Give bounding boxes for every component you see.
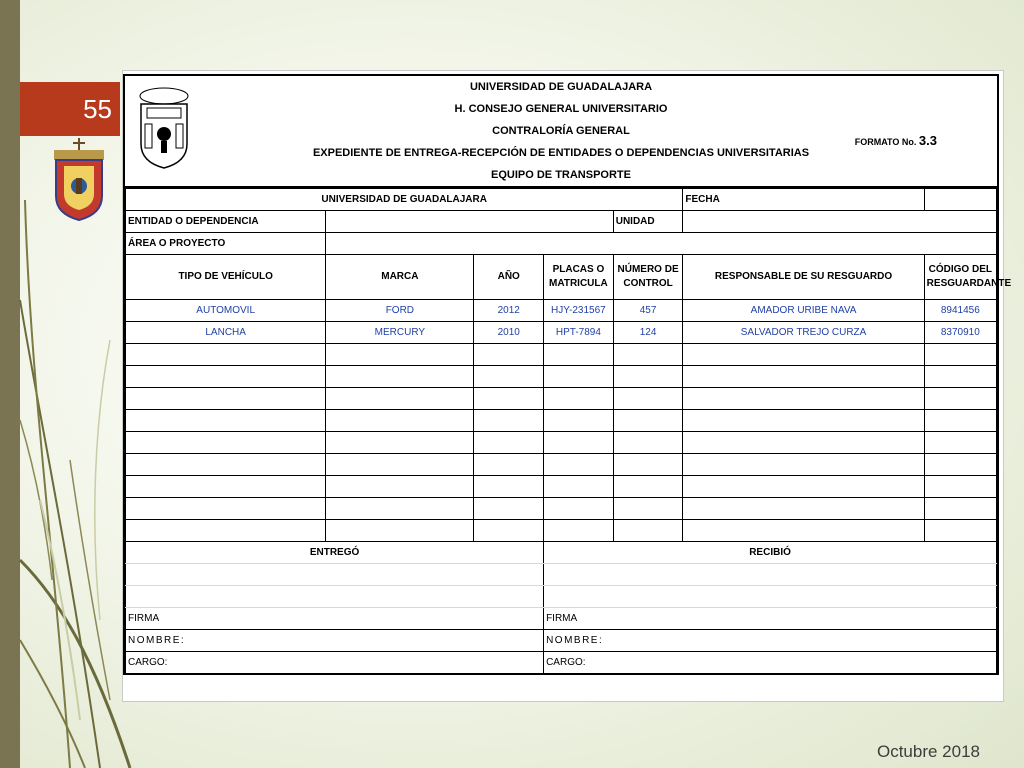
entrego-space[interactable]	[126, 586, 544, 608]
unidad-value[interactable]	[683, 211, 997, 233]
empty-row[interactable]	[126, 410, 997, 432]
cell-marca[interactable]: FORD	[326, 300, 474, 322]
formato-number	[855, 133, 937, 148]
university-seal-icon	[48, 136, 110, 222]
transport-form	[123, 74, 1012, 675]
empty-row[interactable]	[126, 476, 997, 498]
cell-control[interactable]: 124	[613, 322, 683, 344]
formato-value: 3.3	[918, 133, 937, 148]
cell-responsable[interactable]: AMADOR URIBE NAVA	[683, 300, 924, 322]
cell-placas[interactable]: HPT-7894	[544, 322, 614, 344]
col-header: RESPONSABLE DE SU RESGUARDO	[683, 255, 924, 300]
empty-row[interactable]	[126, 366, 997, 388]
entidad-label: ENTIDAD O DEPENDENCIA	[126, 211, 326, 233]
signature-section	[125, 542, 997, 673]
footer-date: Octubre 2018	[876, 742, 980, 761]
entrego-space[interactable]	[126, 564, 544, 586]
fecha-value[interactable]	[924, 189, 996, 211]
header-line-1: UNIVERSIDAD DE GUADALAJARA	[469, 81, 653, 93]
entidad-value[interactable]	[326, 211, 613, 233]
table-row	[126, 300, 997, 322]
form-header	[125, 76, 997, 188]
area-label: ÁREA O PROYECTO	[126, 233, 326, 255]
empty-row[interactable]	[126, 520, 997, 542]
recibio-label: RECIBIÓ	[544, 542, 997, 564]
formato-label: FORMATO No.	[854, 137, 917, 147]
entrego-cargo[interactable]: CARGO:	[126, 652, 544, 674]
recibio-space[interactable]	[544, 564, 997, 586]
university-name-cell: UNIVERSIDAD DE GUADALAJARA	[126, 189, 683, 211]
vehicle-rows	[126, 300, 997, 542]
empty-row[interactable]	[126, 388, 997, 410]
cell-placas[interactable]: HJY-231567	[544, 300, 614, 322]
cell-tipo[interactable]: AUTOMOVIL	[126, 300, 326, 322]
recibio-firma[interactable]: FIRMA	[544, 608, 997, 630]
cell-responsable[interactable]: SALVADOR TREJO CURZA	[683, 322, 924, 344]
empty-row[interactable]	[126, 344, 997, 366]
slide-number: 55	[20, 82, 120, 136]
udg-logo-icon	[137, 84, 191, 170]
empty-row[interactable]	[126, 498, 997, 520]
form-sheet	[122, 70, 1012, 702]
col-header: MARCA	[326, 255, 474, 300]
cell-control[interactable]: 457	[613, 300, 683, 322]
table-row	[126, 322, 997, 344]
col-header: NÚMERO DE CONTROL	[613, 255, 683, 300]
recibio-space[interactable]	[544, 586, 997, 608]
col-header: CÓDIGO DEL RESGUARDANTE	[924, 255, 996, 300]
recibio-cargo[interactable]: CARGO:	[544, 652, 997, 674]
header-line-5: EQUIPO DE TRANSPORTE	[491, 169, 631, 181]
info-table	[125, 188, 1012, 542]
entrego-firma[interactable]: FIRMA	[126, 608, 544, 630]
col-header: TIPO DE VEHÍCULO	[126, 255, 326, 300]
entrego-nombre[interactable]: NOMBRE:	[126, 630, 544, 652]
entrego-label: ENTREGÓ	[126, 542, 544, 564]
header-line-4: EXPEDIENTE DE ENTREGA-RECEPCIÓN DE ENTIDADES O DEPENDENCIAS UNIVERSITARIAS	[312, 147, 810, 159]
cell-anio[interactable]: 2010	[474, 322, 544, 344]
fecha-label: FECHA	[683, 189, 924, 211]
cell-anio[interactable]: 2012	[474, 300, 544, 322]
cell-tipo[interactable]: LANCHA	[126, 322, 326, 344]
col-header: AÑO	[474, 255, 544, 300]
cell-codigo[interactable]: 8370910	[924, 322, 996, 344]
header-line-3: CONTRALORÍA GENERAL	[492, 125, 630, 137]
recibio-nombre[interactable]: NOMBRE:	[544, 630, 997, 652]
column-headers	[126, 255, 997, 300]
area-value[interactable]	[326, 233, 997, 255]
cell-codigo[interactable]: 8941456	[924, 300, 996, 322]
empty-row[interactable]	[126, 432, 997, 454]
header-line-2: H. CONSEJO GENERAL UNIVERSITARIO	[454, 103, 668, 115]
col-header: PLACAS O MATRICULA	[544, 255, 614, 300]
empty-row[interactable]	[126, 454, 997, 476]
cell-marca[interactable]: MERCURY	[326, 322, 474, 344]
unidad-label: UNIDAD	[613, 211, 683, 233]
